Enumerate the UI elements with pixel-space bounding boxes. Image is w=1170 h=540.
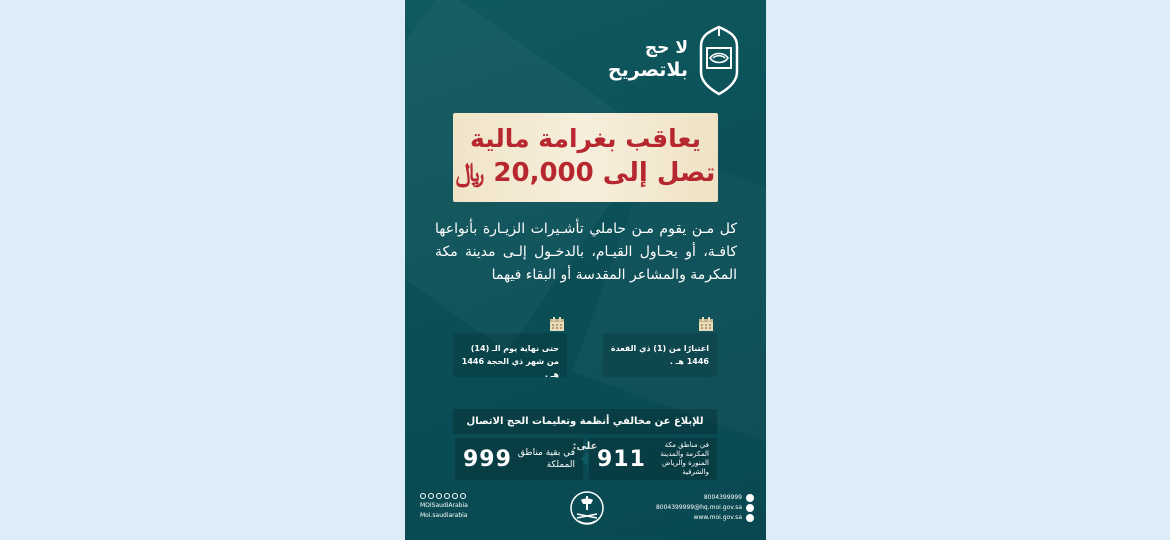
- report-title: للإبلاغ عن مخالفي أنظمة وتعليمات الحج الاتصال على:: [453, 409, 717, 434]
- start-date-card: اعتبارًا من (1) ذي القعدة 1446 هـ .: [603, 333, 717, 377]
- fine-card: [453, 113, 718, 202]
- phone-number[interactable]: 8004399999: [703, 494, 742, 501]
- social-icons: [420, 493, 468, 499]
- snapchat-icon[interactable]: [428, 493, 434, 499]
- hotline-999-regions: في بقية مناطق المملكة: [517, 448, 575, 470]
- x-icon[interactable]: [420, 493, 426, 499]
- poster: [405, 0, 766, 540]
- telegram-icon[interactable]: [460, 493, 466, 499]
- end-date-card: حتى نهاية يوم الـ (14) من شهر ذي الحجة 1446 هـ .: [453, 333, 567, 377]
- youtube-icon[interactable]: [452, 493, 458, 499]
- website-row[interactable]: [656, 513, 754, 523]
- divider-arrow: [581, 452, 588, 466]
- logo-line-1: لا حج: [644, 38, 688, 58]
- fine-amount: تصل إلى 20,000 ﷼: [455, 158, 716, 188]
- calendar-icon: [698, 316, 714, 332]
- facebook-handle[interactable]: Moi.saudiarabia: [420, 512, 468, 519]
- globe-icon: [746, 514, 754, 522]
- instagram-icon[interactable]: [436, 493, 442, 499]
- hotline-999-card: [455, 438, 583, 480]
- campaign-logo: [608, 24, 742, 96]
- fine-headline: يعاقب بغرامة مالية: [469, 124, 701, 153]
- social-handle[interactable]: MOISaudiArabia: [420, 502, 468, 509]
- phone-row[interactable]: [656, 493, 754, 503]
- tiktok-icon[interactable]: [444, 493, 450, 499]
- hotline-999-number: 999: [463, 446, 512, 472]
- violation-description: كل مـن يقوم مـن حاملي تأشـيرات الزيـارة بأنواعها كافـة، أو يحـاول القيـام، بالدخـول إلـى مدينة مكة المكرمة والمشاعر المقدسة أو البقاء فيهما: [435, 221, 737, 283]
- email-address[interactable]: 8004399999@hq.moi.gov.sa: [655, 504, 742, 511]
- email-row[interactable]: [656, 503, 754, 513]
- hajj-permit-icon: [696, 24, 742, 96]
- hotline-911-card: [589, 438, 717, 480]
- email-icon: [746, 504, 754, 512]
- social-block: [420, 493, 468, 521]
- logo-line-2: بلاتصريح: [607, 59, 688, 81]
- hotline-911-regions: في مناطق مكة المكرمة والمدينة المنورة والرياض والشرقية: [660, 441, 709, 476]
- phone-icon: [746, 494, 754, 502]
- hotline-911-number: 911: [597, 446, 646, 472]
- logo-text: [608, 38, 688, 82]
- calendar-icon: [549, 316, 565, 332]
- website-link[interactable]: www.moi.gov.sa: [693, 514, 742, 521]
- ministry-emblem: [569, 490, 605, 528]
- contact-block: [656, 493, 754, 523]
